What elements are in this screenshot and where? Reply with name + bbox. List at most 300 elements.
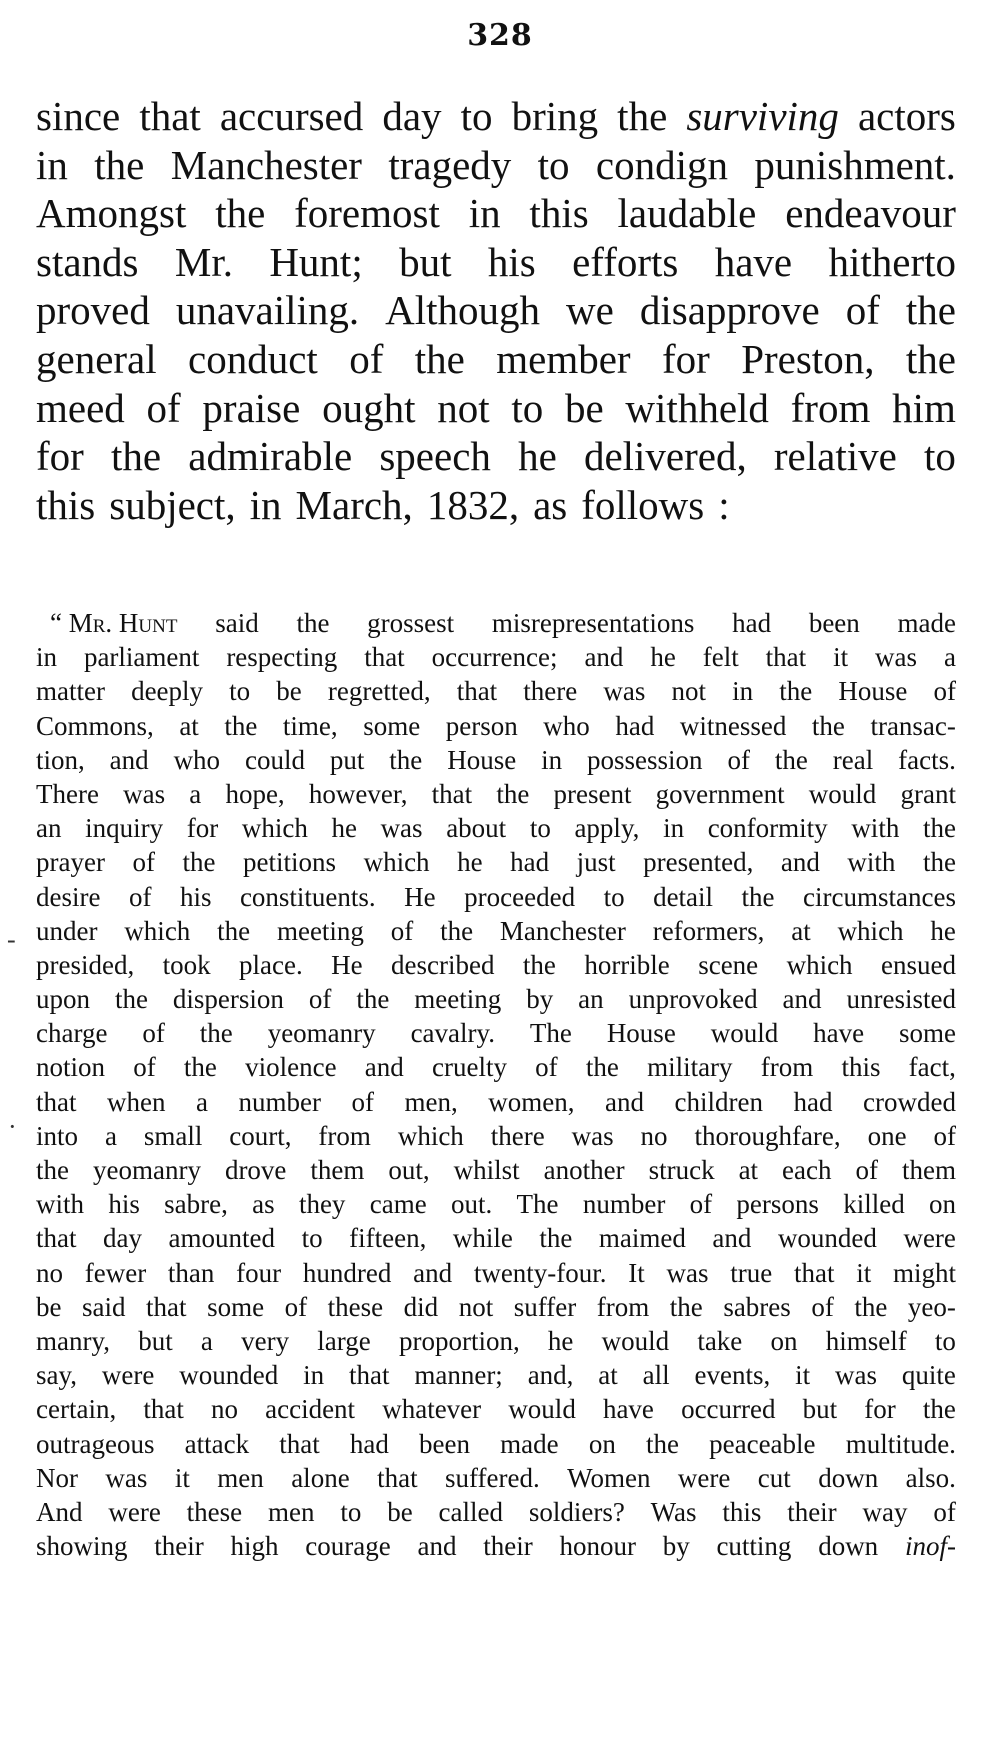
word: been xyxy=(808,608,860,638)
word: the xyxy=(496,778,530,809)
word: very xyxy=(241,1325,290,1356)
word: be xyxy=(387,1496,413,1527)
word: him xyxy=(892,384,956,431)
word: possession xyxy=(587,744,703,775)
word: with xyxy=(847,847,896,878)
word: Manchester xyxy=(170,141,362,188)
word: amounted xyxy=(168,1223,276,1254)
word: but xyxy=(399,238,452,285)
word: number xyxy=(582,1189,666,1220)
word: killed xyxy=(843,1189,905,1220)
word: efforts xyxy=(572,238,679,285)
word: subject, xyxy=(109,481,236,528)
quote-line xyxy=(36,845,956,879)
word: House xyxy=(838,676,908,707)
word: endeavour xyxy=(785,190,956,237)
word: attack xyxy=(184,1428,250,1459)
word: disapprove xyxy=(639,287,820,334)
word: the xyxy=(905,287,956,334)
word: manry, xyxy=(36,1325,110,1356)
word: Commons, xyxy=(36,710,154,741)
word: since xyxy=(36,93,121,139)
word: to xyxy=(460,93,493,139)
word: conduct xyxy=(188,335,318,382)
word: small xyxy=(143,1120,203,1151)
word: outrageous xyxy=(36,1428,155,1459)
word: men xyxy=(217,1462,264,1493)
word: and xyxy=(782,984,822,1015)
word: the xyxy=(539,1223,573,1254)
word: did xyxy=(403,1291,439,1322)
word: apply, xyxy=(574,813,640,844)
word: that xyxy=(143,1394,184,1425)
word: of xyxy=(933,1120,956,1151)
block-quote xyxy=(36,606,956,1563)
word: of xyxy=(727,744,750,775)
word: suffer xyxy=(513,1291,577,1322)
word: Hunt; xyxy=(269,238,363,285)
word: of xyxy=(855,1155,878,1185)
word: one xyxy=(867,1120,907,1151)
word: He xyxy=(404,881,436,912)
word: were xyxy=(903,1223,956,1254)
word: there xyxy=(523,676,578,707)
word: speech xyxy=(379,433,491,480)
word: that xyxy=(793,1257,835,1288)
word: yeomanry xyxy=(267,1018,376,1049)
word: thoroughfare, xyxy=(694,1120,841,1151)
word: out. xyxy=(450,1189,493,1220)
text-line xyxy=(36,335,956,384)
word: twenty-four. xyxy=(473,1257,607,1288)
word: the xyxy=(811,710,845,741)
word: a xyxy=(104,1120,117,1151)
word: be xyxy=(564,384,604,431)
word: a xyxy=(943,642,956,673)
word: meeting xyxy=(414,984,502,1015)
word: these xyxy=(186,1496,243,1527)
word: courage xyxy=(305,1531,391,1562)
word: there xyxy=(490,1120,545,1151)
word: upon xyxy=(36,984,90,1015)
word: the xyxy=(389,744,423,775)
word: stands xyxy=(36,238,139,285)
word: to xyxy=(924,433,956,480)
word: an xyxy=(578,984,604,1015)
word: whilst xyxy=(453,1155,520,1185)
word: person xyxy=(445,710,518,741)
word: were xyxy=(101,1360,155,1391)
word: struck xyxy=(648,1155,715,1185)
word: respecting xyxy=(226,642,338,673)
word: which xyxy=(241,813,308,844)
word: they xyxy=(298,1189,346,1220)
word: was xyxy=(571,1120,614,1151)
word: by xyxy=(662,1531,690,1562)
word: made xyxy=(897,608,956,638)
quote-line xyxy=(36,709,956,743)
word: maimed xyxy=(598,1223,686,1254)
margin-mark: - xyxy=(7,925,16,954)
word: ought xyxy=(322,384,416,431)
word: this xyxy=(722,1496,762,1527)
word: the xyxy=(669,1291,703,1322)
word: It xyxy=(628,1257,645,1288)
word: fewer xyxy=(84,1257,147,1288)
word: that xyxy=(36,1086,77,1117)
word: follows xyxy=(581,481,705,528)
word: who xyxy=(173,744,221,775)
word: was xyxy=(835,1360,878,1391)
word: for xyxy=(864,1394,896,1425)
word: into xyxy=(36,1120,79,1151)
word: Preston, xyxy=(741,335,875,382)
word: for xyxy=(661,335,710,382)
word: been xyxy=(419,1428,471,1459)
word: bring xyxy=(511,93,599,139)
page-number: 328 xyxy=(467,18,533,53)
word: honour xyxy=(559,1531,636,1562)
word: in xyxy=(36,141,68,188)
word: prayer xyxy=(36,847,105,878)
word: some xyxy=(363,710,421,741)
word: manner; xyxy=(414,1360,503,1391)
word: of xyxy=(689,1189,713,1220)
word: quite xyxy=(901,1360,956,1391)
word: this xyxy=(36,481,96,528)
quote-lead xyxy=(50,606,177,640)
word: the xyxy=(215,190,266,237)
word: he xyxy=(650,642,676,673)
word: not xyxy=(458,1291,494,1322)
word: military xyxy=(647,1052,733,1083)
word: yeo- xyxy=(907,1291,956,1322)
word: yeomanry xyxy=(92,1155,201,1185)
word: accursed xyxy=(219,93,364,139)
word: occurred xyxy=(681,1394,776,1425)
word: was xyxy=(875,642,918,673)
word: court, xyxy=(229,1120,292,1151)
text-line xyxy=(36,189,956,238)
word: felt xyxy=(702,642,739,673)
word: and xyxy=(780,847,820,878)
text-line xyxy=(36,481,956,530)
word: of xyxy=(133,1052,156,1083)
word: cutting xyxy=(716,1531,792,1562)
quote-line xyxy=(36,914,956,948)
word: the xyxy=(905,335,956,382)
word: women, xyxy=(488,1086,575,1117)
word: tragedy xyxy=(388,141,512,188)
word: his xyxy=(487,238,536,285)
word: down xyxy=(818,1531,879,1562)
word: And xyxy=(36,1496,83,1527)
word: petitions xyxy=(243,847,337,878)
word: cruelty xyxy=(431,1052,507,1083)
word: he xyxy=(518,433,557,480)
word: men, xyxy=(404,1086,458,1117)
word: March, xyxy=(295,481,413,528)
word: time, xyxy=(282,710,338,741)
word: to xyxy=(229,676,251,707)
word: to xyxy=(537,141,570,188)
word: that xyxy=(146,1291,187,1322)
word: ensued xyxy=(880,949,956,980)
word: their xyxy=(787,1496,837,1527)
word: on xyxy=(929,1189,956,1220)
word: matter xyxy=(36,676,105,707)
quote-line xyxy=(36,1358,956,1392)
word: Was xyxy=(650,1496,697,1527)
word: this xyxy=(529,190,589,237)
quote-line xyxy=(36,811,956,845)
word: Women xyxy=(567,1462,651,1493)
word: grant xyxy=(900,778,956,809)
word: hundred xyxy=(302,1257,392,1288)
word: parliament xyxy=(83,642,200,673)
word: also. xyxy=(905,1462,956,1493)
word: four xyxy=(236,1257,282,1288)
word: certain, xyxy=(36,1394,117,1425)
word: the xyxy=(440,915,474,946)
word: fact, xyxy=(908,1052,956,1083)
word: would xyxy=(808,778,877,809)
word: whatever xyxy=(382,1394,482,1425)
word: to xyxy=(529,813,551,844)
word: from xyxy=(790,384,871,431)
word: cut xyxy=(757,1462,791,1493)
word: presided, xyxy=(36,949,135,980)
word: occurrence; xyxy=(431,642,558,673)
word: withheld xyxy=(625,384,769,431)
word: present xyxy=(553,778,632,809)
text-line xyxy=(36,92,956,141)
quote-line xyxy=(36,1256,956,1290)
word: had xyxy=(793,1086,833,1117)
word: take xyxy=(697,1325,743,1356)
word: it xyxy=(833,642,849,673)
word: to xyxy=(934,1325,956,1356)
word: and xyxy=(712,1223,752,1254)
quote-line xyxy=(36,1495,956,1529)
word: fifteen, xyxy=(349,1223,427,1254)
word: and xyxy=(413,1257,453,1288)
word: condign xyxy=(595,141,728,188)
word: inquiry xyxy=(85,813,164,844)
word: were xyxy=(677,1462,731,1493)
word: the xyxy=(774,744,808,775)
quote-line xyxy=(36,1050,956,1084)
word: by xyxy=(526,984,554,1015)
word: inof- xyxy=(904,1531,956,1562)
word: deeply xyxy=(131,676,204,707)
word: actors xyxy=(857,93,956,139)
word: day xyxy=(103,1223,143,1254)
quote-line xyxy=(36,606,956,640)
word: dispersion xyxy=(172,984,284,1015)
word: and, xyxy=(527,1360,574,1391)
word: the xyxy=(522,949,556,980)
word: was xyxy=(123,778,166,809)
word: desire xyxy=(36,881,101,912)
quote-line xyxy=(36,982,956,1016)
word: he xyxy=(331,813,357,844)
word: which xyxy=(786,949,853,980)
word: to xyxy=(511,384,544,431)
word: himself xyxy=(825,1325,907,1356)
word: was xyxy=(380,813,423,844)
word: high xyxy=(230,1531,279,1562)
word: put xyxy=(329,744,365,775)
quote-line xyxy=(36,1187,956,1221)
word: cavalry. xyxy=(410,1018,496,1049)
word: and xyxy=(605,1086,645,1117)
text-line xyxy=(36,286,956,335)
word: no xyxy=(210,1394,238,1425)
word: presented, xyxy=(643,847,754,878)
word: had xyxy=(510,847,550,878)
word: proceeded xyxy=(464,881,576,912)
word: in xyxy=(663,813,685,844)
word: laudable xyxy=(617,190,757,237)
word: witnessed xyxy=(679,710,787,741)
main-paragraph xyxy=(36,92,956,529)
word: for xyxy=(36,433,84,480)
word: day xyxy=(382,93,442,139)
word: violence xyxy=(245,1052,337,1083)
word: alone xyxy=(291,1462,350,1493)
word: member xyxy=(496,335,631,382)
word: have xyxy=(602,1394,654,1425)
quote-line xyxy=(36,1324,956,1358)
word: conformity xyxy=(707,813,828,844)
word: House xyxy=(606,1018,676,1049)
word: some xyxy=(899,1018,956,1049)
word: sabre, xyxy=(164,1189,228,1220)
word: number xyxy=(238,1086,321,1117)
quote-line xyxy=(36,1153,956,1187)
word: showing xyxy=(36,1531,128,1562)
word: of xyxy=(349,335,384,382)
word: transac- xyxy=(870,710,956,741)
word: constituents. xyxy=(239,881,376,912)
word: grossest xyxy=(367,608,455,638)
word: was xyxy=(603,676,646,707)
word: proved xyxy=(36,287,150,334)
word: unprovoked xyxy=(628,984,758,1015)
word: true xyxy=(730,1257,773,1288)
word: peaceable xyxy=(709,1428,816,1459)
word: than xyxy=(167,1257,215,1288)
word: children xyxy=(674,1086,764,1117)
word: he xyxy=(547,1325,574,1356)
word: that xyxy=(348,1360,390,1391)
word: There xyxy=(36,778,99,809)
word: with xyxy=(36,1189,85,1220)
word: which xyxy=(363,847,430,878)
word: of xyxy=(142,1018,165,1049)
word: we xyxy=(566,287,614,334)
word: at xyxy=(598,1360,618,1391)
word: be xyxy=(276,676,302,707)
word: of xyxy=(351,1086,375,1117)
word: under xyxy=(36,915,98,946)
word: Although xyxy=(385,287,541,334)
text-line xyxy=(36,384,956,433)
word: about xyxy=(446,813,507,844)
word: the xyxy=(645,1428,679,1459)
word: some xyxy=(207,1291,265,1322)
word: Amongst xyxy=(36,190,187,237)
word: 1832, xyxy=(426,481,520,528)
word: of xyxy=(535,1052,558,1083)
word: of xyxy=(845,287,880,334)
word: on xyxy=(588,1428,616,1459)
word: his xyxy=(179,881,212,912)
word: the xyxy=(414,335,465,382)
word: might xyxy=(892,1257,956,1288)
word: of xyxy=(933,676,956,707)
word: on xyxy=(770,1325,798,1356)
word: suffered. xyxy=(445,1462,540,1493)
word: sabres xyxy=(723,1291,791,1322)
word: he xyxy=(930,915,956,946)
word: no xyxy=(640,1120,668,1151)
word: to xyxy=(340,1496,362,1527)
word: crowded xyxy=(863,1086,956,1117)
word: who xyxy=(543,710,590,741)
word: of xyxy=(284,1291,308,1322)
word: had xyxy=(615,710,655,741)
word: at xyxy=(791,915,811,946)
word: a xyxy=(196,1086,208,1117)
word: general xyxy=(36,335,157,382)
word: was xyxy=(666,1257,709,1288)
word: persons xyxy=(736,1189,819,1220)
word: unresisted xyxy=(846,984,956,1015)
word: took xyxy=(162,949,211,980)
word: it xyxy=(856,1257,872,1288)
word: way xyxy=(862,1496,908,1527)
word: : xyxy=(718,481,730,528)
word: in xyxy=(36,642,58,673)
word: in xyxy=(249,481,282,528)
word: multitude. xyxy=(845,1428,956,1459)
quote-line xyxy=(36,1529,956,1563)
word: them xyxy=(310,1155,365,1185)
word: hope, xyxy=(225,778,285,809)
word: foremost xyxy=(294,190,440,237)
word: real xyxy=(832,744,874,775)
word: the xyxy=(617,93,668,139)
word: that xyxy=(765,642,807,673)
word: another xyxy=(543,1155,625,1185)
word: have xyxy=(714,238,793,285)
word: would xyxy=(508,1394,576,1425)
quote-line xyxy=(36,777,956,811)
word: of xyxy=(146,384,181,431)
word: the xyxy=(36,1155,69,1185)
word: of xyxy=(811,1291,834,1322)
word: in xyxy=(303,1360,325,1391)
word: of xyxy=(308,984,332,1015)
word: called xyxy=(438,1496,503,1527)
word: the xyxy=(224,710,258,741)
word: scene xyxy=(698,949,759,980)
word: He xyxy=(331,949,363,980)
word: circumstances xyxy=(803,881,956,912)
word: would xyxy=(601,1325,670,1356)
